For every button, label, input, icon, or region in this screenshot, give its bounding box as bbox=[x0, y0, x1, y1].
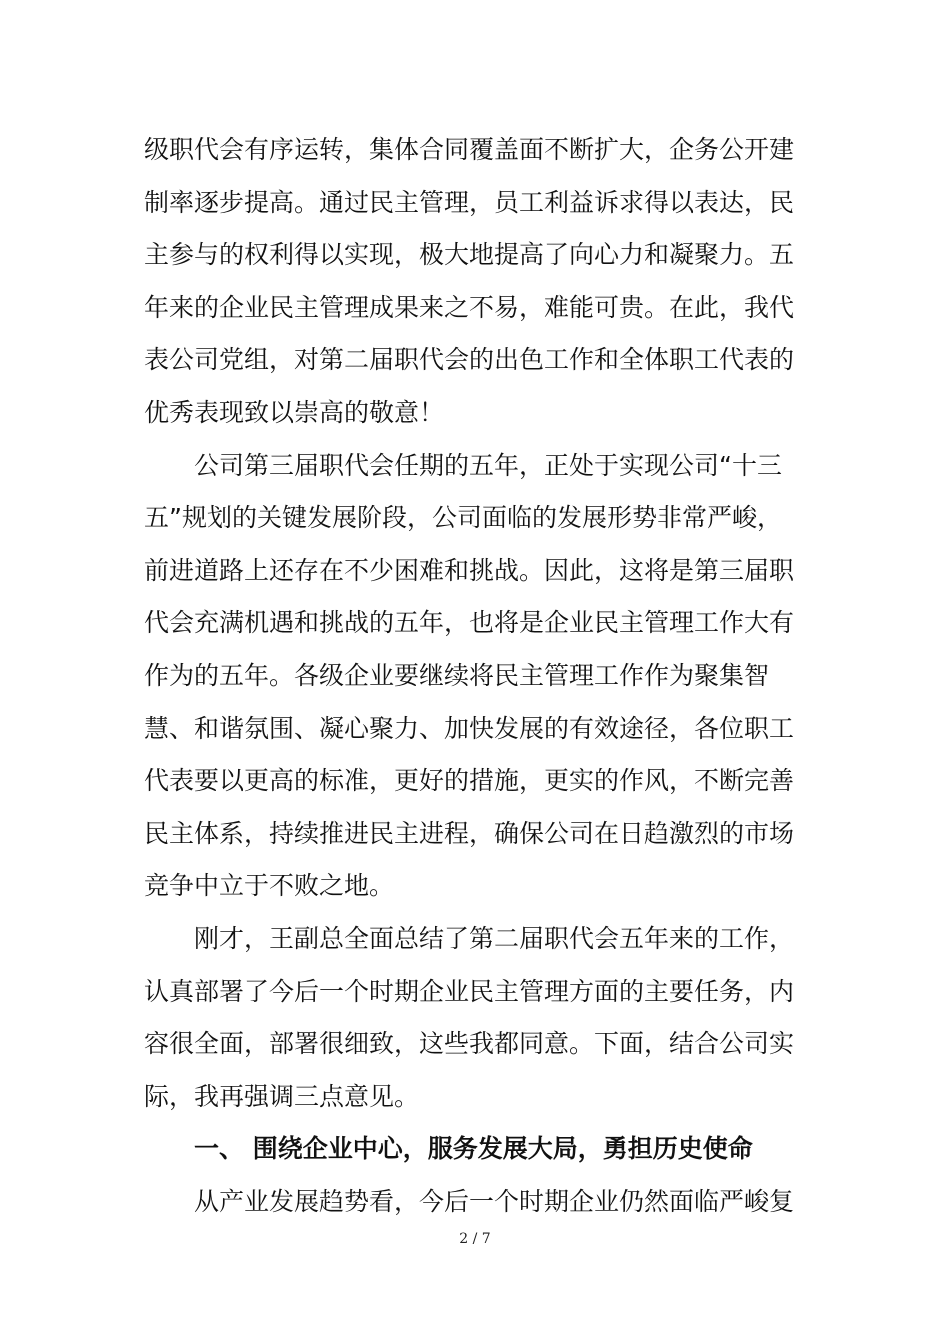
text-line: 际，我再强调三点意见。 bbox=[144, 1081, 420, 1111]
text-line: 制率逐步提高。通过民主管理，员工利益诉求得以表达，民 bbox=[144, 187, 795, 217]
page-number: 2 / 7 bbox=[459, 1231, 491, 1247]
text-line: 前进道路上还存在不少困难和挑战。因此，这将是第三届职 bbox=[144, 555, 795, 585]
section-heading: 一、 围绕企业中心，服务发展大局，勇担历史使命 bbox=[194, 1134, 753, 1164]
text-line: 代表要以更高的标准，更好的措施，更实的作风，不断完善 bbox=[144, 766, 795, 796]
text-line: 容很全面，部署很细致，这些我都同意。下面，结合公司实 bbox=[144, 1029, 795, 1059]
text-line: 年来的企业民主管理成果来之不易，难能可贵。在此，我代 bbox=[144, 292, 795, 322]
text-line: 级职代会有序运转，集体合同覆盖面不断扩大，企务公开建 bbox=[144, 135, 795, 164]
paragraph-first-line: 公司第三届职代会任期的五年，正处于实现公司“十三 bbox=[194, 450, 782, 480]
text-line: 民主体系，持续推进民主进程，确保公司在日趋激烈的市场 bbox=[144, 818, 795, 848]
text-line: 认真部署了今后一个时期企业民主管理方面的主要任务，内 bbox=[144, 976, 795, 1006]
text-line: 代会充满机遇和挑战的五年，也将是企业民主管理工作大有 bbox=[144, 608, 795, 638]
text-line: 作为的五年。各级企业要继续将民主管理工作作为聚集智 bbox=[144, 660, 770, 690]
text-line: 慧、和谐氛围、凝心聚力、加快发展的有效途径，各位职工 bbox=[144, 713, 795, 743]
text-line: 优秀表现致以崇高的敬意！ bbox=[144, 397, 445, 427]
text-line: 主参与的权利得以实现，极大地提高了向心力和凝聚力。五 bbox=[144, 240, 795, 270]
body-text bbox=[144, 124, 812, 1228]
paragraph-first-line: 从产业发展趋势看，今后一个时期企业仍然面临严峻复 bbox=[194, 1186, 795, 1216]
text-line: 表公司党组，对第二届职代会的出色工作和全体职工代表的 bbox=[144, 345, 795, 375]
text-line: 五”规划的关键发展阶段，公司面临的发展形势非常严峻， bbox=[144, 503, 782, 533]
text-line: 竞争中立于不败之地。 bbox=[144, 871, 395, 901]
paragraph-first-line: 刚才，王副总全面总结了第二届职代会五年来的工作， bbox=[194, 923, 795, 953]
